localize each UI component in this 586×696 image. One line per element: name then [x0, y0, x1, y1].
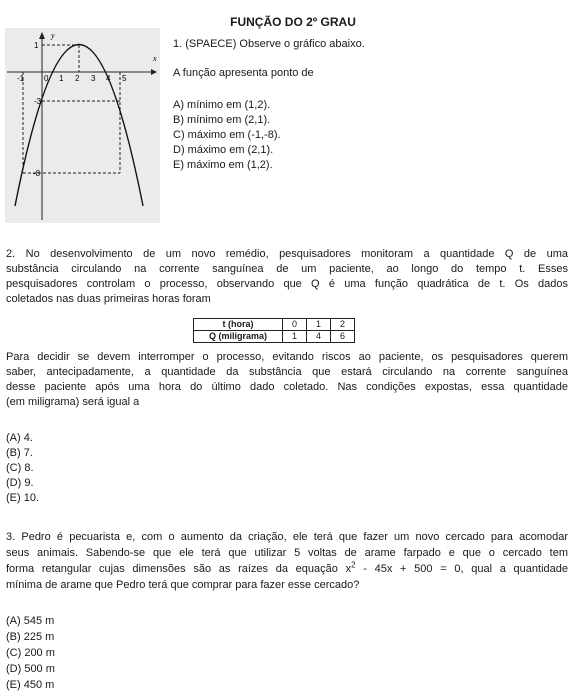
x-tick-3: 3 — [91, 74, 96, 83]
table-row-quantity — [194, 331, 355, 343]
q2-option-d: (D) 9. — [6, 477, 34, 489]
y-label-minus8: -8 — [33, 169, 41, 178]
q3-exponent: 2 — [351, 560, 356, 570]
q3-line-3-pre: forma retangular cujas dimensões são as raízes da equação x — [6, 563, 352, 575]
q2-option-a: (A) 4. — [6, 432, 33, 444]
y-label-1: 1 — [34, 41, 39, 50]
q2-line-4: coletados nas duas primeiras horas foram — [6, 293, 211, 305]
x-tick-0: 0 — [44, 74, 49, 83]
y-axis-label: y — [51, 31, 55, 40]
table-cell: 4 — [307, 331, 331, 343]
q2-option-e: (E) 10. — [6, 492, 40, 504]
parabola-curve — [15, 45, 143, 207]
function-graph — [5, 28, 160, 223]
q2-option-c: (C) 8. — [6, 462, 34, 474]
q3-line-3 — [6, 562, 568, 577]
q3-line-3-post: - 45x + 500 = 0, qual a quantidade — [355, 563, 568, 575]
q3-line-4: mínima de arame que Pedro terá que comprar para fazer esse cercado? — [6, 579, 360, 591]
q3-option-c: (C) 200 m — [6, 647, 55, 659]
q3-option-e: (E) 450 m — [6, 679, 55, 691]
y-label-minus3: -3 — [34, 97, 42, 106]
q3-option-b: (B) 225 m — [6, 631, 55, 643]
q2-after-line-2: saber, antecipadamente, a quantidade da substância que estará circulando na corrente sanguínea — [6, 366, 568, 378]
q2-line-3: pesquisadores controlam o processo, observando que Q é uma função quadrática de t. Os dados — [6, 278, 568, 290]
table-cell: 6 — [331, 331, 355, 343]
page-title: FUNÇÃO DO 2º GRAU — [230, 15, 356, 29]
x-tick-2: 2 — [75, 74, 80, 83]
q1-statement: 1. (SPAECE) Observe o gráfico abaixo. — [173, 38, 365, 50]
q3-line-2: seus animais. Sabendo-se que ele terá que utilizar 5 voltas de arame farpado e que o cercado tem — [6, 547, 568, 559]
q1-prompt: A função apresenta ponto de — [173, 67, 314, 79]
q2-data-table — [193, 318, 355, 343]
q1-option-b: B) mínimo em (2,1). — [173, 114, 271, 126]
x-tick-5: 5 — [122, 74, 127, 83]
q2-after-line-3: desse paciente após uma hora do último dado coletado. Nas condições expostas, essa quantidade — [6, 381, 568, 393]
table-header-quantity: Q (miligrama) — [194, 331, 283, 343]
q2-line-2: substância circulando na corrente sanguínea de um paciente, ao longo do tempo t. Esses — [6, 263, 568, 275]
q1-option-d: D) máximo em (2,1). — [173, 144, 274, 156]
q3-option-a: (A) 545 m — [6, 615, 55, 627]
q1-option-c: C) máximo em (-1,-8). — [173, 129, 281, 141]
q3-line-1: 3. Pedro é pecuarista e, com o aumento da criação, ele terá que fazer um novo cercado para acomodar — [6, 531, 568, 543]
x-tick-4: 4 — [106, 74, 111, 83]
q2-after-line-1: Para decidir se devem interromper o processo, evitando riscos ao paciente, os pesquisadores querem — [6, 351, 568, 363]
y-axis-arrow-icon — [39, 32, 45, 39]
parabola-graph-svg — [5, 28, 160, 223]
q2-line-1: 2. No desenvolvimento de um novo remédio, pesquisadores monitoram a quantidade Q de uma — [6, 248, 568, 260]
x-tick-minus1: -1 — [17, 74, 25, 83]
table-row-time — [194, 319, 355, 331]
q1-option-a: A) mínimo em (1,2). — [173, 99, 271, 111]
table-header-time: t (hora) — [194, 319, 283, 331]
table-cell: 1 — [283, 331, 307, 343]
q2-option-b: (B) 7. — [6, 447, 33, 459]
q2-after-line-4: (em miligrama) será igual a — [6, 396, 140, 408]
x-tick-1: 1 — [59, 74, 64, 83]
x-axis-label: x — [153, 54, 157, 63]
x-axis-arrow-icon — [151, 69, 157, 75]
table-cell: 0 — [283, 319, 307, 331]
table-cell: 2 — [331, 319, 355, 331]
q3-option-d: (D) 500 m — [6, 663, 55, 675]
table-cell: 1 — [307, 319, 331, 331]
q1-option-e: E) máximo em (1,2). — [173, 159, 273, 171]
